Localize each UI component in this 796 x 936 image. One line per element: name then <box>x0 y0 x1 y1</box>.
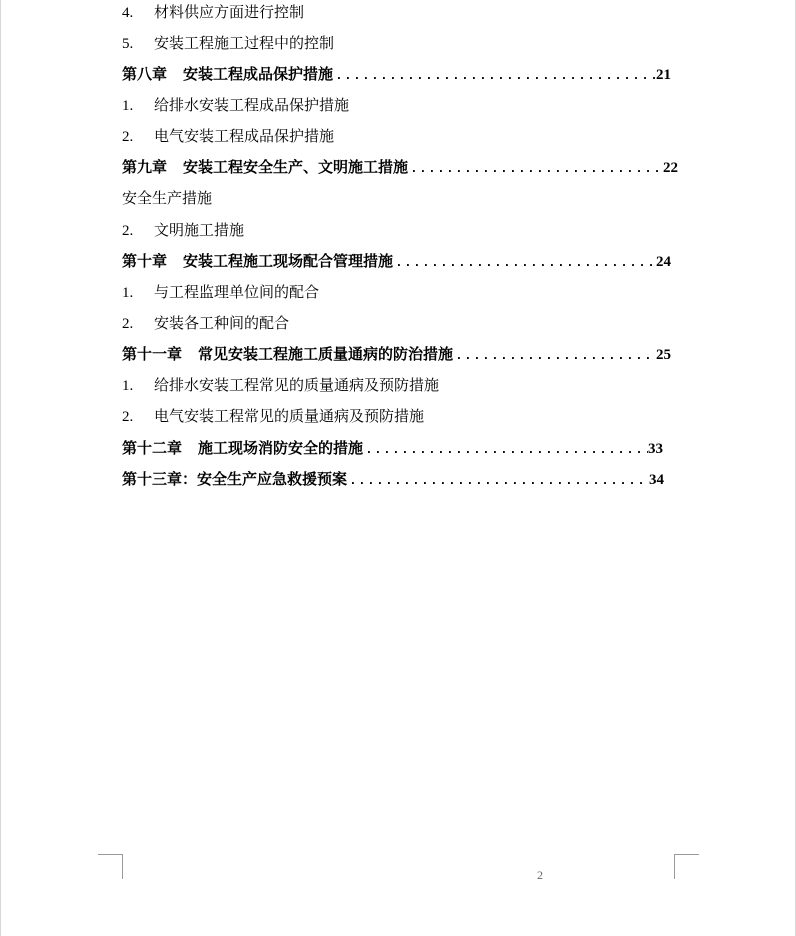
toc-page-number: 24 <box>656 254 671 270</box>
toc-item[interactable] <box>122 405 424 427</box>
toc-chapter[interactable] <box>122 63 671 85</box>
toc-item[interactable] <box>122 281 319 303</box>
toc-item[interactable] <box>122 32 334 54</box>
toc-page-number: 22 <box>663 160 678 176</box>
toc-item-text: 与工程监理单位间的配合 <box>154 283 320 301</box>
toc-item-text: 安全生产措施 <box>122 189 213 207</box>
toc-page-number: 34 <box>649 472 664 488</box>
toc-leader-dots <box>347 470 649 492</box>
toc-item-text: 给排水安装工程成品保护措施 <box>154 96 350 114</box>
toc-chapter[interactable] <box>122 250 671 272</box>
toc-chapter-label: 第十二章 <box>122 439 183 457</box>
toc-leader-dots <box>408 158 663 180</box>
toc-item[interactable] <box>122 187 212 209</box>
toc-item-number: 4. <box>122 5 134 21</box>
toc-chapter[interactable] <box>122 156 678 178</box>
toc-chapter-label: 第八章 <box>122 65 168 83</box>
toc-item-number: 5. <box>122 36 134 52</box>
toc-item-text: 安装各工种间的配合 <box>154 314 290 332</box>
toc-chapter-label: 第九章 <box>122 158 168 176</box>
toc-item-text: 安装工程施工过程中的控制 <box>154 34 335 52</box>
page-number: 2 <box>537 868 543 882</box>
toc-chapter-title: 安全生产应急救援预案 <box>197 470 348 488</box>
toc-leader-dots <box>453 345 656 367</box>
page-left-edge <box>0 0 1 936</box>
toc-page-number: 33 <box>648 441 663 457</box>
toc-item-number: 2. <box>122 223 134 239</box>
toc-item[interactable] <box>122 94 349 116</box>
toc-page-number: 21 <box>656 67 671 83</box>
toc-item-number: 2. <box>122 316 134 332</box>
toc-chapter-title: 安装工程安全生产、文明施工措施 <box>183 158 409 176</box>
margin-corner-mark-right <box>674 854 699 879</box>
toc-item[interactable] <box>122 219 244 241</box>
toc-item-text: 材料供应方面进行控制 <box>154 3 305 21</box>
toc-chapter[interactable] <box>122 468 664 490</box>
toc-item-number: 1. <box>122 285 134 301</box>
toc-item[interactable] <box>122 374 439 396</box>
margin-corner-mark-left <box>98 854 123 879</box>
toc-item-text: 电气安装工程常见的质量通病及预防措施 <box>154 407 425 425</box>
toc-chapter-title: 常见安装工程施工质量通病的防治措施 <box>198 345 454 363</box>
toc-chapter-title: 施工现场消防安全的措施 <box>198 439 364 457</box>
toc-item[interactable] <box>122 312 289 334</box>
toc-chapter[interactable] <box>122 437 663 459</box>
toc-chapter-label: 第十一章 <box>122 345 183 363</box>
toc-item[interactable] <box>122 1 304 23</box>
toc-chapter-label: 第十章 <box>122 252 168 270</box>
toc-chapter-label: 第十三章： <box>122 470 198 488</box>
toc-item-text: 给排水安装工程常见的质量通病及预防措施 <box>154 376 440 394</box>
toc-chapter-title: 安装工程施工现场配合管理措施 <box>183 252 394 270</box>
toc-item-number: 1. <box>122 378 134 394</box>
toc-chapter[interactable] <box>122 343 671 365</box>
toc-item-number: 2. <box>122 129 134 145</box>
toc-chapter-title: 安装工程成品保护措施 <box>183 65 334 83</box>
toc-item-text: 文明施工措施 <box>154 221 245 239</box>
toc-leader-dots <box>393 252 656 274</box>
toc-leader-dots <box>363 439 648 461</box>
toc-item-text: 电气安装工程成品保护措施 <box>154 127 335 145</box>
toc-item-number: 1. <box>122 98 134 114</box>
toc-item[interactable] <box>122 125 334 147</box>
toc-item-number: 2. <box>122 409 134 425</box>
toc-leader-dots <box>333 65 656 87</box>
toc-page-number: 25 <box>656 347 671 363</box>
